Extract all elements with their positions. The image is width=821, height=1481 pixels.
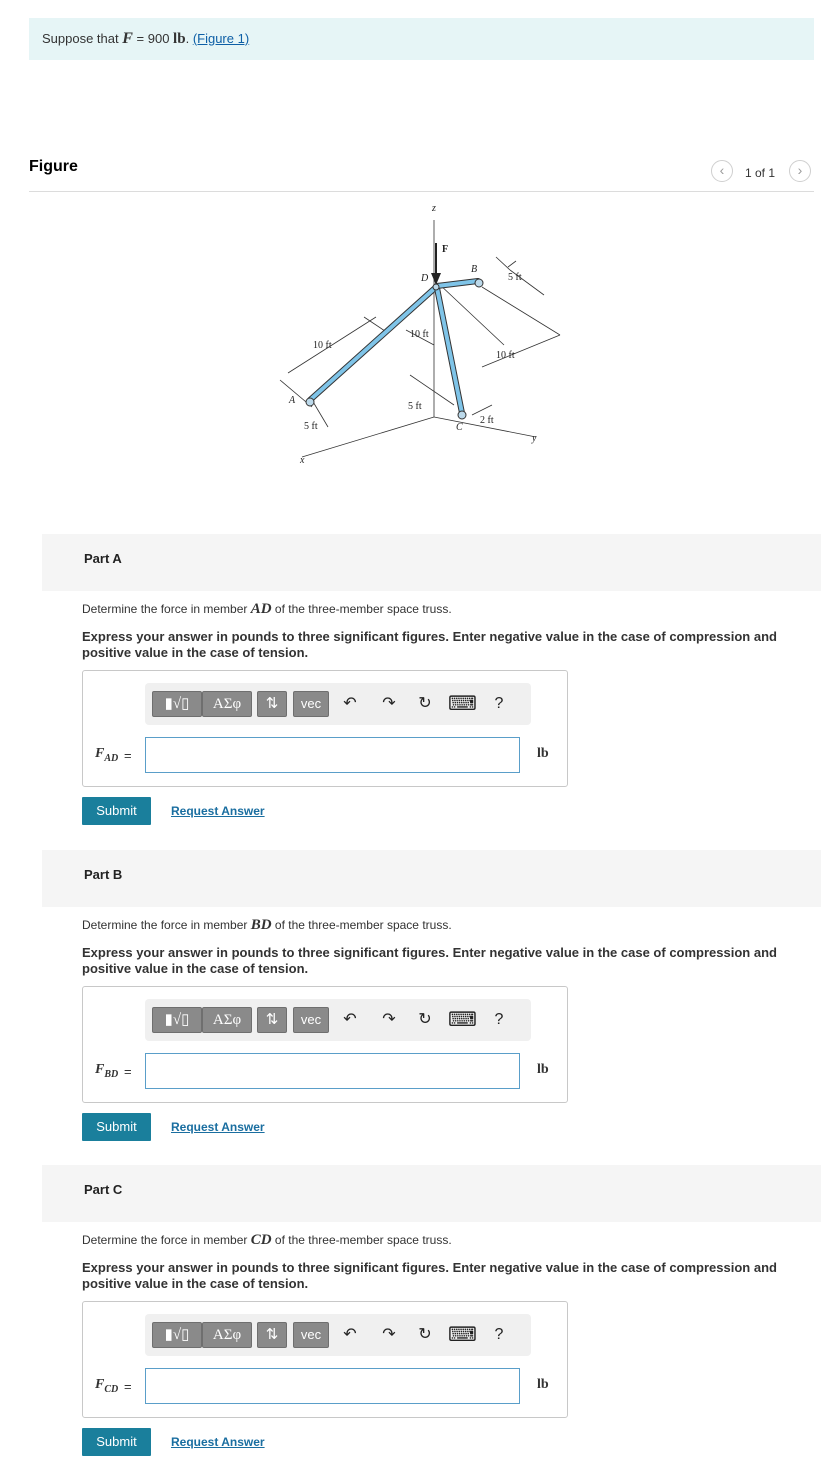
vector-button[interactable]: vec [293, 691, 329, 717]
chevron-right-icon: › [797, 162, 803, 178]
dim-a-5ft: 5 ft [304, 421, 318, 432]
question-prefix: Determine the force in member [82, 602, 251, 616]
figure-pager: 1 of 1 [745, 166, 776, 180]
dim-a-10ft: 10 ft [313, 340, 332, 351]
templates-button[interactable]: ▮√▯ [152, 1322, 202, 1348]
keyboard-icon[interactable]: ⌨ [448, 1324, 477, 1346]
figure-title: Figure [29, 158, 78, 175]
joint-b-label: B [471, 264, 478, 275]
subscript-superscript-button[interactable]: ⇅ [257, 691, 287, 717]
answer-label-main: F [95, 1062, 105, 1077]
keyboard-icon[interactable]: ⌨ [448, 1009, 477, 1031]
joint-a-label: A [289, 395, 296, 406]
chevron-left-icon: ‹ [719, 162, 725, 178]
part-header[interactable] [42, 534, 821, 591]
request-answer-link[interactable]: Request Answer [171, 1435, 265, 1449]
answer-instructions: Express your answer in pounds to three significant figures. Enter negative value in the case of compression and positive value in the case of tension. [82, 945, 777, 976]
part-title: Part C [84, 1182, 123, 1197]
subscript-superscript-button[interactable]: ⇅ [257, 1007, 287, 1033]
intro-equals-value: = 900 [132, 31, 174, 46]
equals-sign: = [124, 1379, 132, 1394]
question-prefix: Determine the force in member [82, 1233, 251, 1247]
part-title: Part A [84, 551, 122, 566]
answer-input[interactable] [145, 1368, 520, 1404]
axis-z-label: z [432, 203, 436, 214]
dim-right-10ft: 10 ft [496, 350, 515, 361]
question-text [82, 1232, 452, 1249]
question-suffix: of the three-member space truss. [271, 918, 452, 932]
force-label: F [442, 244, 449, 255]
problem-statement [29, 18, 814, 60]
submit-button[interactable]: Submit [82, 1428, 151, 1456]
help-icon[interactable]: ? [494, 1011, 504, 1028]
question-suffix: of the three-member space truss. [271, 602, 452, 616]
unit-label: lb [537, 1062, 549, 1077]
joint-d-label: D [421, 273, 429, 284]
answer-input[interactable] [145, 737, 520, 773]
help-icon[interactable]: ? [494, 695, 504, 712]
templates-button[interactable]: ▮√▯ [152, 691, 202, 717]
member-name: BD [250, 917, 272, 933]
dim-c-5ft: 5 ft [408, 401, 422, 412]
templates-button[interactable]: ▮√▯ [152, 1007, 202, 1033]
axis-y-label: y [532, 433, 537, 444]
question-prefix: Determine the force in member [82, 918, 251, 932]
figure-link[interactable]: (Figure 1) [192, 31, 250, 46]
reset-icon[interactable]: ↻ [418, 695, 432, 712]
answer-label [95, 746, 118, 764]
vector-button[interactable]: vec [293, 1322, 329, 1348]
answer-label-sub: BD [104, 1068, 119, 1080]
answer-instructions: Express your answer in pounds to three significant figures. Enter negative value in the case of compression and positive value in the case of tension. [82, 1260, 777, 1291]
redo-icon[interactable]: ↷ [382, 1011, 396, 1028]
previous-figure-button[interactable] [711, 160, 733, 182]
answer-label [95, 1377, 118, 1395]
undo-icon[interactable]: ↶ [343, 1011, 357, 1028]
space-truss-diagram [260, 195, 580, 475]
part-header[interactable] [42, 1165, 821, 1222]
answer-label-sub: CD [104, 1383, 119, 1395]
axis-x-label: x [300, 455, 305, 466]
vector-button[interactable]: vec [293, 1007, 329, 1033]
submit-button[interactable]: Submit [82, 797, 151, 825]
question-text [82, 917, 452, 934]
part-header[interactable] [42, 850, 821, 907]
keyboard-icon[interactable]: ⌨ [448, 693, 477, 715]
equals-sign: = [124, 1064, 132, 1079]
greek-symbols-button[interactable]: ΑΣφ [202, 1007, 252, 1033]
greek-symbols-button[interactable]: ΑΣφ [202, 1322, 252, 1348]
request-answer-link[interactable]: Request Answer [171, 804, 265, 818]
question-text [82, 601, 452, 618]
dim-c-2ft: 2 ft [480, 415, 494, 426]
request-answer-link[interactable]: Request Answer [171, 1120, 265, 1134]
answer-label [95, 1062, 118, 1080]
intro-unit: lb [173, 31, 186, 47]
figure-divider [29, 191, 814, 192]
dim-d-10ft: 10 ft [410, 329, 429, 340]
equation-toolbar [145, 999, 531, 1041]
truss-members [310, 281, 478, 413]
help-icon[interactable]: ? [494, 1326, 504, 1343]
redo-icon[interactable]: ↷ [382, 1326, 396, 1343]
answer-instructions: Express your answer in pounds to three significant figures. Enter negative value in the case of compression and positive value in the case of tension. [82, 629, 777, 660]
answer-label-main: F [95, 1377, 105, 1392]
intro-dot: . [185, 31, 190, 46]
member-name: AD [250, 601, 272, 617]
equation-toolbar [145, 1314, 531, 1356]
undo-icon[interactable]: ↶ [343, 1326, 357, 1343]
undo-icon[interactable]: ↶ [343, 695, 357, 712]
intro-variable: F [122, 30, 133, 47]
next-figure-button[interactable] [789, 160, 811, 182]
answer-label-sub: AD [104, 752, 119, 764]
answer-label-main: F [95, 746, 105, 761]
dim-bd-5ft: 5 ft [508, 272, 522, 283]
intro-prefix: Suppose that [42, 31, 119, 46]
joint-c-label: C [456, 422, 463, 433]
reset-icon[interactable]: ↻ [418, 1326, 432, 1343]
reset-icon[interactable]: ↻ [418, 1011, 432, 1028]
member-name: CD [250, 1232, 272, 1248]
redo-icon[interactable]: ↷ [382, 695, 396, 712]
question-suffix: of the three-member space truss. [271, 1233, 452, 1247]
equation-toolbar [145, 683, 531, 725]
unit-label: lb [537, 746, 549, 761]
unit-label: lb [537, 1377, 549, 1392]
submit-button[interactable]: Submit [82, 1113, 151, 1141]
equals-sign: = [124, 748, 132, 763]
greek-symbols-button[interactable]: ΑΣφ [202, 691, 252, 717]
applied-force-arrow [431, 243, 441, 285]
part-title: Part B [84, 867, 123, 882]
subscript-superscript-button[interactable]: ⇅ [257, 1322, 287, 1348]
answer-input[interactable] [145, 1053, 520, 1089]
